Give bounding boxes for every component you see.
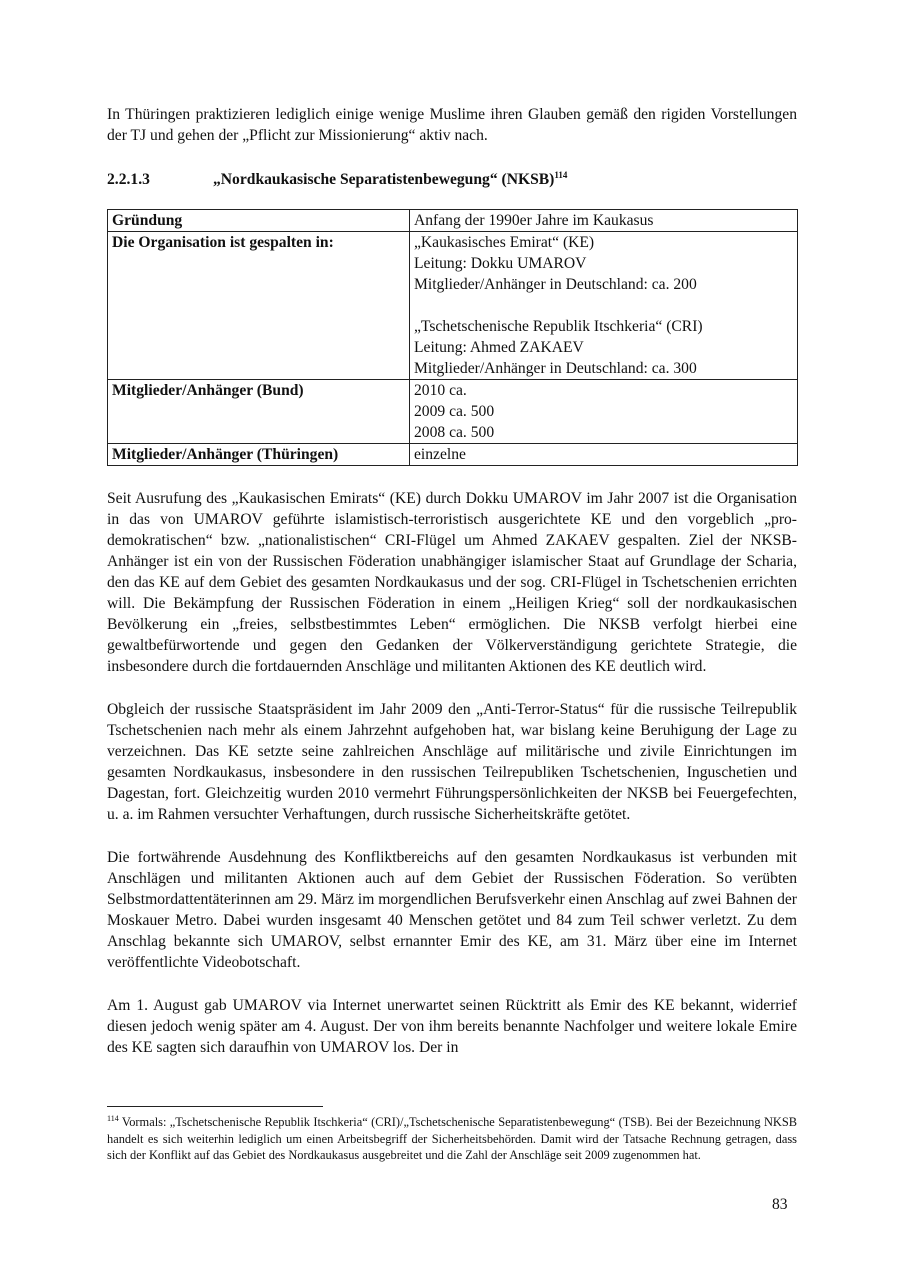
value-line: 2008 ca. 500: [414, 424, 495, 441]
intro-paragraph: In Thüringen praktizieren lediglich einige wenige Muslime ihren Glauben gemäß den rigiden Vorstellungen der TJ und gehen der „Pflicht zur Missionierung“ aktiv nach.: [107, 106, 797, 144]
value-line: Leitung: Dokku UMAROV: [414, 255, 587, 272]
row-label: Gründung: [108, 210, 410, 232]
section-title: „Nordkaukasische Separatistenbewegung“ (NKSB): [213, 171, 555, 188]
paragraph-1: Seit Ausrufung des „Kaukasischen Emirats“ (KE) durch Dokku UMAROV im Jahr 2007 ist die Organisation in das von UMAROV geführte islamistisch-terroristisch ausgerichtete KE und den vorgeblich „pro-demokratischen“ bzw. „nationalistischen“ CRI-Flügel um Ahmed ZAKAEV gespalten. Ziel der NKSB-Anhänger ist ein von der Russischen Föderation unabhängiger islamischer Staat auf Grundlage der Scharia, den das KE auf dem Gebiet des gesamten Nordkaukasus und der sog. CRI-Flügel in Tschetschenien errichten will. Die Bekämpfung der Russischen Föderation in einem „Heiligen Krieg“ soll der nordkaukasischen Bevölkerung ein „freies, selbstbestimmtes Leben“ ermöglichen. Die NKSB verfolgt hierbei eine gewaltbefürwortende und gegen den Gedanken der Völkerverständigung gerichtete Strategie, die insbesondere durch die fortdauernden Anschläge und militanten Aktionen des KE deutlich wird.: [107, 490, 797, 675]
row-label: Mitglieder/Anhänger (Thüringen): [108, 444, 410, 466]
section-number: 2.2.1.3: [107, 171, 150, 188]
footnote-text: Vormals: „Tschetschenische Republik Itschkeria“ (CRI)/„Tschetschenische Separatistenbewegung“ (TSB). Bei der Bezeichnung NKSB handelt es sich weiterhin lediglich um einen Arbeitsbegriff der Sicherheitsbehörden. Damit wird der Tatsache Rechnung getragen, dass sich der Konflikt auf das Gebiet des Nordkaukasus ausgebreitet und die Zahl der Anschläge seit 2009 zugenommen hat.: [107, 1115, 798, 1162]
row-value: [410, 210, 798, 232]
value-line: „Tschetschenische Republik Itschkeria“ (CRI): [414, 318, 703, 335]
value-line: 2010 ca.: [414, 382, 467, 399]
footnote-number: 114: [107, 1113, 119, 1123]
value-line: einzelne: [414, 446, 466, 463]
value-line: Mitglieder/Anhänger in Deutschland: ca. 200: [414, 276, 697, 293]
row-label: Die Organisation ist gespalten in:: [108, 232, 410, 380]
page-number: 83: [772, 1196, 788, 1213]
info-table-body: [108, 210, 798, 466]
value-line: Mitglieder/Anhänger in Deutschland: ca. 300: [414, 360, 697, 377]
footnote-divider: [107, 1106, 323, 1107]
table-row: [108, 380, 798, 444]
row-label: Mitglieder/Anhänger (Bund): [108, 380, 410, 444]
info-table: [107, 209, 798, 466]
paragraph-2: Obgleich der russische Staatspräsident im Jahr 2009 den „Anti-Terror-Status“ für die russische Teilrepublik Tschetschenien nach mehr als einem Jahrzehnt aufgehoben hat, war bislang keine Beruhigung der Lage zu verzeichnen. Das KE setzte seine zahlreichen Anschläge auf militärische und zivile Einrichtungen im gesamten Nordkaukasus, insbesondere in den russischen Teilrepubliken Tschetschenien, Inguschetien und Dagestan, fort. Gleichzeitig wurden 2010 vermehrt Führungspersönlichkeiten der NKSB bei Feuergefechten, u. a. im Rahmen versuchter Verhaftungen, durch russische Sicherheitskräfte getötet.: [107, 701, 797, 823]
value-line: Leitung: Ahmed ZAKAEV: [414, 339, 584, 356]
row-value: [410, 380, 798, 444]
section-title-wrap: [213, 171, 567, 189]
footnote: [107, 1114, 797, 1164]
value-spacer: [414, 295, 793, 316]
row-value: [410, 232, 798, 380]
page-content: [107, 104, 797, 1058]
table-row: [108, 210, 798, 232]
section-heading: [107, 171, 797, 195]
paragraph-3: Die fortwährende Ausdehnung des Konfliktbereichs auf den gesamten Nordkaukasus ist verbunden mit Anschlägen und militanten Aktionen auch auf dem Gebiet der Russischen Föderation. So verübten Selbstmordattentäterinnen am 29. März im morgendlichen Berufsverkehr einen Anschlag auf zwei Bahnen der Moskauer Metro. Dabei wurden insgesamt 40 Menschen getötet und 84 zum Teil schwer verletzt. Zu dem Anschlag bekannte sich UMAROV, selbst ernannter Emir des KE, am 31. März über eine im Internet veröffentlichte Videobotschaft.: [107, 849, 797, 971]
table-row: [108, 444, 798, 466]
value-line: „Kaukasisches Emirat“ (KE): [414, 234, 595, 251]
value-line: Anfang der 1990er Jahre im Kaukasus: [414, 212, 654, 229]
table-row: [108, 232, 798, 380]
value-line: 2009 ca. 500: [414, 403, 495, 420]
row-value: [410, 444, 798, 466]
paragraph-4: Am 1. August gab UMAROV via Internet unerwartet seinen Rücktritt als Emir des KE bekannt, widerrief diesen jedoch wenig später am 4. August. Der von ihm bereits benannte Nachfolger und weitere lokale Emire des KE sagten sich daraufhin von UMAROV los. Der in: [107, 997, 797, 1056]
footnote-ref[interactable]: 114: [554, 169, 568, 180]
